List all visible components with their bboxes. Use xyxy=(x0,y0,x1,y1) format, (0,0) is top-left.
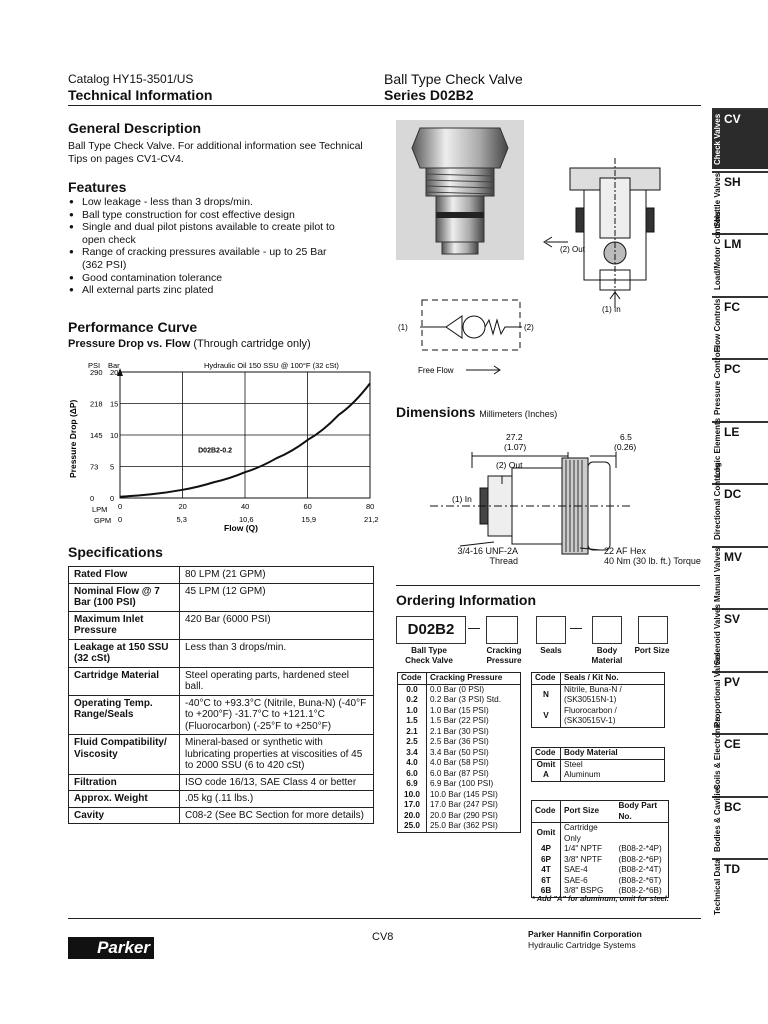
spec-key: Fluid Compatibility/ Viscosity xyxy=(69,735,180,775)
tab-code: SV xyxy=(724,612,741,626)
option-code: 6T xyxy=(532,876,561,887)
spec-key: Operating Temp. Range/Seals xyxy=(69,695,180,735)
option-code: 4P xyxy=(532,844,561,855)
spec-key: Nominal Flow @ 7 Bar (100 PSI) xyxy=(69,583,180,611)
tab-label: Shuttle Valves xyxy=(713,172,722,227)
check-valve-symbol xyxy=(396,296,546,378)
product-title: Ball Type Check Valve xyxy=(384,71,523,87)
option-value: 2.1 Bar (30 PSI) xyxy=(430,726,489,736)
tab-label: Logic Elements xyxy=(713,417,722,477)
option-value: 17.0 Bar (247 PSI) xyxy=(430,800,498,809)
section-title: Technical Information xyxy=(68,87,213,103)
tab-label: Check Valves xyxy=(713,113,722,165)
x-tick-gpm: 0 xyxy=(118,515,123,524)
spec-row xyxy=(69,567,374,584)
spec-row xyxy=(69,791,374,808)
dim-out-label: (2) Out xyxy=(496,460,523,470)
cracking-row xyxy=(398,727,521,738)
features-heading: Features xyxy=(68,179,127,195)
page-number: CV8 xyxy=(372,931,394,943)
body-material-box xyxy=(592,616,622,644)
tab-label: Coils & Electronics xyxy=(713,716,722,790)
col-seals: Seals / Kit No. xyxy=(561,673,665,685)
catalog-number: Catalog HY15-3501/US xyxy=(68,72,194,86)
tab-label: Solenoid Valves xyxy=(713,603,722,665)
option-code: 17.0 xyxy=(398,800,427,811)
option-code: 4.0 xyxy=(398,758,427,769)
port-row xyxy=(532,855,669,866)
tab-code: TD xyxy=(724,862,740,876)
tab-td[interactable] xyxy=(712,858,768,919)
performance-subtitle-rest: (Through cartridge only) xyxy=(190,338,311,350)
spec-value: Less than 3 drops/min. xyxy=(180,639,374,667)
spec-value: 45 LPM (12 GPM) xyxy=(180,583,374,611)
seals-row xyxy=(532,706,665,728)
option-code: 25.0 xyxy=(398,821,427,832)
tab-label: Technical Data xyxy=(713,858,722,915)
x-tick-gpm: 21,2 xyxy=(364,515,379,524)
y-tick-bar: 15 xyxy=(110,399,119,409)
feature-item: ● Ball type construction for cost effective design xyxy=(68,209,338,222)
tab-label: Proportional Valves xyxy=(713,652,722,727)
option-value: Aluminum xyxy=(564,770,601,779)
col-code: Code xyxy=(532,801,561,823)
x-tick-lpm: 80 xyxy=(366,502,375,511)
feature-item: ● All external parts zinc plated xyxy=(68,284,338,297)
option-code: 0.2 xyxy=(398,695,427,706)
option-value: 3.4 Bar (50 PSI) xyxy=(430,747,489,757)
cracking-row xyxy=(398,706,521,717)
cracking-row xyxy=(398,779,521,790)
x-unit-gpm: GPM xyxy=(94,516,112,525)
port-row xyxy=(532,823,669,845)
option-code: A xyxy=(532,770,561,781)
option-code: 6P xyxy=(532,855,561,866)
performance-subtitle xyxy=(68,338,311,350)
section-rule xyxy=(396,585,700,586)
option-value: 10.0 Bar (145 PSI) xyxy=(430,789,498,799)
option-code: Omit xyxy=(532,823,561,845)
tab-cv[interactable] xyxy=(712,108,768,169)
option-value: 25.0 Bar (362 PSI) xyxy=(430,821,498,830)
col-code: Code xyxy=(398,673,427,685)
x-tick-lpm: 40 xyxy=(241,502,250,511)
spec-value: Mineral-based or synthetic with lubricating properties at viscosities of 45 to 2000 SSU (6 to 420 cSt) xyxy=(180,735,374,775)
feature-item: ● Single and dual pilot pistons available to create pilot to open check xyxy=(68,221,338,246)
tab-label: Load/Motor Controls xyxy=(713,210,722,290)
cracking-row xyxy=(398,811,521,822)
spec-key: Approx. Weight xyxy=(69,791,180,808)
dimensions-heading xyxy=(396,404,557,420)
header-rule xyxy=(68,105,701,106)
feature-item: ● Good contamination tolerance xyxy=(68,272,338,285)
spec-key: Leakage at 150 SSU (32 cSt) xyxy=(69,639,180,667)
option-code: 2.5 xyxy=(398,737,427,748)
option-value: 2.5 Bar (36 PSI) xyxy=(430,737,489,746)
spec-row xyxy=(69,774,374,791)
spec-row xyxy=(69,807,374,824)
general-description-heading: General Description xyxy=(68,120,202,136)
spec-key: Cavity xyxy=(69,807,180,824)
tab-code: MV xyxy=(724,549,742,564)
section-port1-label: (1) In xyxy=(602,305,621,314)
y-tick-psi: 73 xyxy=(90,462,99,472)
option-code: Omit xyxy=(532,759,561,770)
free-flow-label: Free Flow xyxy=(418,366,454,375)
tab-code: BC xyxy=(724,799,742,814)
col-code: Code xyxy=(532,673,561,685)
option-value: 6.0 Bar (87 PSI) xyxy=(430,768,489,778)
seals-table xyxy=(531,672,665,728)
option-value: SAE-4 xyxy=(564,865,588,874)
cracking-row xyxy=(398,821,521,832)
x-unit-lpm: LPM xyxy=(92,505,108,514)
col-cracking: Cracking Pressure xyxy=(427,673,521,685)
ordering-note: * Add "A" for aluminum, omit for steel. xyxy=(532,894,669,903)
option-value: 1/4" NPTF xyxy=(564,844,602,853)
dimensions-subtitle: Millimeters (Inches) xyxy=(479,409,558,419)
spec-row xyxy=(69,695,374,735)
option-code: 4T xyxy=(532,865,561,876)
spec-key: Rated Flow xyxy=(69,567,180,584)
option-value: Fluorocarbon / (SK30515V-1) xyxy=(564,705,617,725)
option-value: (B08-2-*6T) xyxy=(618,875,662,885)
option-code: 6.0 xyxy=(398,769,427,780)
label-body-material: Body Material xyxy=(591,646,623,665)
parker-logo: Parker xyxy=(68,937,154,959)
feature-item: ● Range of cracking pressures available - up to 25 Bar (362 PSI) xyxy=(68,246,338,271)
y-tick-bar: 0 xyxy=(110,494,115,503)
y-axis-label: Pressure Drop (ΔP) xyxy=(68,399,78,478)
option-code: 1.0 xyxy=(398,706,427,717)
option-code: N xyxy=(532,684,561,706)
dim-hex-width-inch: (0.26) xyxy=(614,442,637,452)
port-row xyxy=(532,865,669,876)
body-row xyxy=(532,759,665,770)
body-row xyxy=(532,770,665,781)
performance-heading: Performance Curve xyxy=(68,319,198,335)
label-cracking: Cracking Pressure xyxy=(486,646,522,665)
tab-code: SH xyxy=(724,174,741,189)
col-code: Code xyxy=(532,748,561,760)
dim-in-label: (1) In xyxy=(452,494,472,504)
cartridge-photo xyxy=(396,120,524,260)
y-tick-psi: 0 xyxy=(90,494,95,503)
hex-label xyxy=(604,546,704,566)
cracking-row xyxy=(398,758,521,769)
y-tick-psi: 145 xyxy=(90,431,103,440)
performance-chart xyxy=(62,352,382,538)
option-code: 2.1 xyxy=(398,727,427,738)
x-tick-lpm: 0 xyxy=(118,502,123,511)
spec-row xyxy=(69,583,374,611)
cracking-row xyxy=(398,790,521,801)
tab-label: Manual Valves xyxy=(713,547,722,602)
x-tick-lpm: 60 xyxy=(303,502,312,511)
option-value: Steel xyxy=(564,759,583,769)
symbol-port1-label: (1) xyxy=(398,323,408,332)
option-value: 3/8" NPTF xyxy=(564,854,602,864)
tab-code: CE xyxy=(724,737,741,751)
col-part: Body Part No. xyxy=(615,801,668,823)
spec-key: Filtration xyxy=(69,774,180,791)
dash xyxy=(468,628,480,629)
tab-code: DC xyxy=(724,487,742,501)
tab-code: PV xyxy=(724,674,741,689)
seals-box xyxy=(536,616,566,644)
dim-length-inch: (1.07) xyxy=(504,442,527,452)
cracking-pressure-table xyxy=(397,672,521,833)
option-value xyxy=(615,823,668,845)
spec-value: ISO code 16/13, SAE Class 4 or better xyxy=(180,774,374,791)
spec-value: .05 kg (.11 lbs.) xyxy=(180,791,374,808)
features-list xyxy=(68,196,338,297)
model-code-box: D02B2 xyxy=(396,616,466,644)
option-value: (B08-2-*4T) xyxy=(618,865,662,874)
spec-row xyxy=(69,611,374,639)
option-value: (B08-2-*6P) xyxy=(618,854,662,864)
tab-label: Flow Controls xyxy=(713,298,722,352)
label-ball-type: Ball Type Check Valve xyxy=(405,646,453,665)
division-name: Hydraulic Cartridge Systems xyxy=(528,940,636,950)
tab-code: LM xyxy=(724,237,742,251)
port-row xyxy=(532,844,669,855)
y-tick-bar: 5 xyxy=(110,462,115,472)
tab-label: Pressure Controls xyxy=(713,345,722,415)
tab-label: Directional Controls xyxy=(713,463,722,540)
y-tick-bar: 10 xyxy=(110,431,119,440)
y-unit-psi: PSI xyxy=(88,361,101,370)
y-tick-psi: 218 xyxy=(90,399,103,409)
spec-key: Maximum Inlet Pressure xyxy=(69,611,180,639)
option-code: 3.4 xyxy=(398,748,427,759)
cracking-row xyxy=(398,684,521,695)
option-value: 0.2 Bar (3 PSI) Std. xyxy=(430,695,501,704)
spec-value: -40°C to +93.3°C (Nitrile, Buna-N) (-40°F to +200°F) -31.7°C to +121.1°C (Fluorocarbon) (-25°F to +250°F) xyxy=(180,695,374,735)
option-value: SAE-6 xyxy=(564,875,588,885)
col-body: Body Material xyxy=(561,748,665,760)
series-title: Series D02B2 xyxy=(384,87,474,103)
option-value: (B08-2-*6B) xyxy=(618,886,662,895)
chart-title: Hydraulic Oil 150 SSU @ 100°F (32 cSt) xyxy=(204,361,339,370)
dash xyxy=(570,628,582,629)
sectional-drawing xyxy=(540,158,670,318)
spec-row xyxy=(69,667,374,695)
cracking-row xyxy=(398,695,521,706)
symbol-port2-label: (2) xyxy=(524,323,534,332)
spec-value: C08-2 (See BC Section for more details) xyxy=(180,807,374,824)
option-value: (B08-2-*4P) xyxy=(618,844,662,853)
option-code: V xyxy=(532,706,561,728)
option-value: 4.0 Bar (58 PSI) xyxy=(430,758,489,767)
tab-code: PC xyxy=(724,362,741,376)
port-row xyxy=(532,876,669,887)
label-port-size: Port Size xyxy=(634,646,670,655)
specifications-heading: Specifications xyxy=(68,544,163,560)
tab-bc[interactable] xyxy=(712,784,768,857)
port-size-table xyxy=(531,800,669,898)
cracking-row xyxy=(398,716,521,727)
label-seals: Seals xyxy=(540,646,562,655)
spec-value: 80 LPM (21 GPM) xyxy=(180,567,374,584)
x-tick-lpm: 20 xyxy=(178,502,187,511)
port-size-box xyxy=(638,616,668,644)
dim-length: 27.2 xyxy=(506,432,523,442)
ordering-heading: Ordering Information xyxy=(396,592,536,608)
tab-label: Bodies & Cavities xyxy=(713,784,722,852)
feature-item: ● Low leakage - less than 3 drops/min. xyxy=(68,196,338,209)
general-description-text: Ball Type Check Valve. For additional information see Technical Tips on pages CV1-CV4. xyxy=(68,140,363,165)
dim-hex-width: 6.5 xyxy=(620,432,632,442)
company-name: Parker Hannifin Corporation xyxy=(528,929,642,939)
y-tick-psi: 290 xyxy=(90,368,103,377)
option-code: 20.0 xyxy=(398,811,427,822)
option-value: 0.0 Bar (0 PSI) xyxy=(430,684,485,694)
hex-size: 22 AF Hex xyxy=(604,546,647,556)
option-code: 6.9 xyxy=(398,779,427,790)
body-material-table xyxy=(531,747,665,782)
option-value: 20.0 Bar (290 PSI) xyxy=(430,810,498,820)
option-code: 10.0 xyxy=(398,790,427,801)
specifications-table xyxy=(68,566,374,824)
option-value: 6.9 Bar (100 PSI) xyxy=(430,779,494,788)
cracking-row xyxy=(398,800,521,811)
option-value: 3/8" BSPG xyxy=(564,886,604,895)
tab-pc[interactable] xyxy=(712,345,768,419)
series-label: D02B2-0.2 xyxy=(198,447,232,455)
tab-code: FC xyxy=(724,299,740,314)
option-value: 1.0 Bar (15 PSI) xyxy=(430,705,489,715)
footer-rule xyxy=(68,918,701,919)
thread-label: 3/4-16 UNF-2A Thread xyxy=(457,546,518,566)
option-value: Nitrile, Buna-N / (SK30515N-1) xyxy=(564,684,622,704)
tab-lm[interactable] xyxy=(712,210,768,294)
option-code: 0.0 xyxy=(398,684,427,695)
spec-row xyxy=(69,735,374,775)
tab-code: CV xyxy=(724,112,741,126)
option-value: Cartridge Only xyxy=(564,823,598,843)
dimensions-title: Dimensions xyxy=(396,404,476,420)
section-port2-label: (2) Out xyxy=(560,245,585,254)
x-tick-gpm: 15,9 xyxy=(301,515,317,524)
option-code: 6B xyxy=(532,886,561,897)
y-unit-bar: Bar xyxy=(108,361,120,370)
spec-row xyxy=(69,639,374,667)
spec-value: 420 Bar (6000 PSI) xyxy=(180,611,374,639)
tab-mv[interactable] xyxy=(712,546,768,607)
x-tick-gpm: 5,3 xyxy=(176,515,187,524)
performance-subtitle-bold: Pressure Drop vs. Flow xyxy=(68,338,191,350)
spec-value: Steel operating parts, hardened steel ball. xyxy=(180,667,374,695)
option-value: 1.5 Bar (22 PSI) xyxy=(430,716,489,725)
option-code: 1.5 xyxy=(398,716,427,727)
tab-code: LE xyxy=(724,424,740,439)
cracking-row xyxy=(398,748,521,759)
x-axis-label: Flow (Q) xyxy=(224,523,258,533)
col-port: Port Size xyxy=(561,801,616,823)
torque-value: 40 Nm (30 lb. ft.) Torque xyxy=(604,556,701,566)
cracking-pressure-box xyxy=(486,616,518,644)
cracking-row xyxy=(398,737,521,748)
y-tick-bar: 20 xyxy=(110,368,119,377)
spec-key: Cartridge Material xyxy=(69,667,180,695)
tab-dc[interactable] xyxy=(712,463,768,544)
x-tick-gpm: 10,6 xyxy=(239,515,254,524)
seals-row xyxy=(532,684,665,706)
cracking-row xyxy=(398,769,521,780)
